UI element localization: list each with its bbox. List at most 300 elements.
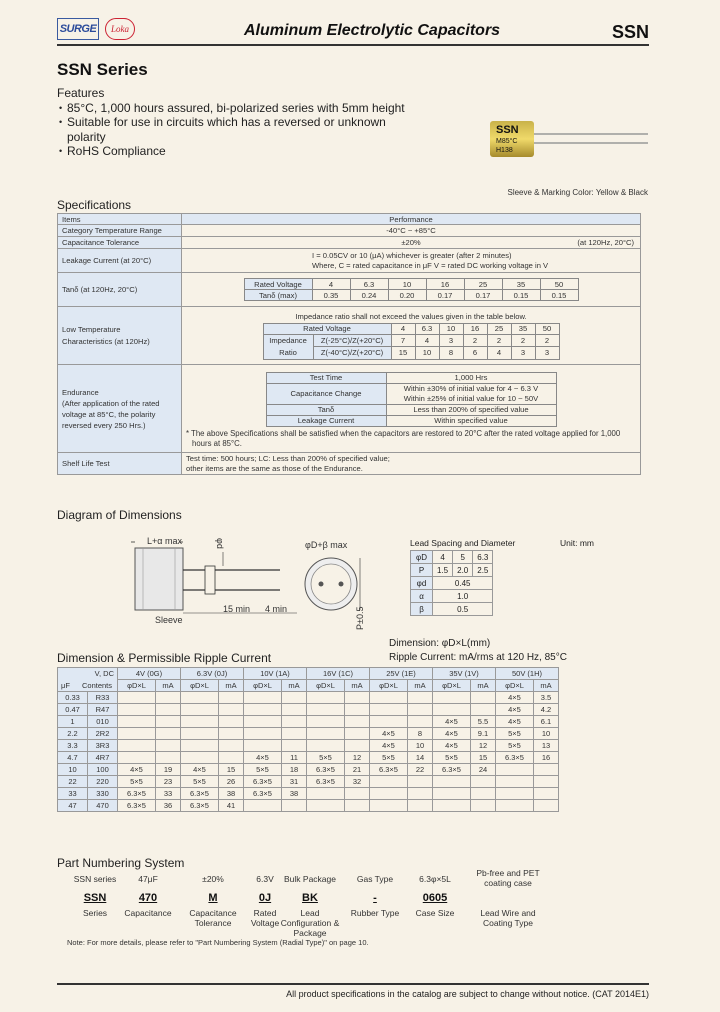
ripple-value-cell: 5×5 [496, 728, 534, 740]
ripple-value-cell: 24 [471, 764, 496, 776]
pn-field-label: Capacitance Tolerance [189, 908, 237, 928]
ripple-value-cell [408, 716, 433, 728]
dimension-diagram [115, 530, 375, 630]
ripple-value-cell [156, 728, 181, 740]
endurance-label-4: reversed every 250 Hrs.) [62, 420, 146, 430]
feature-item: • RoHS Compliance [57, 144, 405, 159]
photo-label-series: SSN [496, 124, 519, 136]
lead-cell: 2.0 [453, 564, 473, 577]
dim-dmax-label: φD+β max [305, 540, 348, 550]
lead-unit: Unit: mm [560, 538, 594, 548]
ripple-value-cell [181, 740, 219, 752]
spec-value-shelf [182, 453, 641, 475]
pns-note: Note: For more details, please refer to "Part Numbering System (Radial Type)" on page 10. [67, 938, 369, 947]
ripple-value-cell [156, 704, 181, 716]
specifications-heading: Specifications [57, 198, 132, 212]
loka-logo: Loka [105, 18, 135, 40]
pn-field-label: Case Size [415, 908, 455, 918]
ripple-row [58, 764, 559, 776]
ripple-row [58, 800, 559, 812]
ripple-value-cell: 6.3×5 [118, 800, 156, 812]
dim-p-label: P±0.5 [355, 606, 365, 630]
tan-row-voltage-label: Rated Voltage [244, 279, 312, 290]
ripple-value-cell: 11 [282, 752, 307, 764]
ripple-code-cell: 4R7 [88, 752, 118, 764]
lowtemp-voltage: 4 [391, 323, 415, 334]
lowtemp-z25-value: 2 [535, 334, 559, 347]
ripple-corner-uf: μF [61, 681, 70, 690]
tan-value: 0.20 [388, 290, 426, 301]
pn-example-value: SSN series [73, 874, 117, 884]
endurance-note-1: * The above Specifications shall be satisfied when the capacitors are restored to 20°C after the rated voltage applied for 1,000 [186, 428, 621, 438]
ripple-row [58, 752, 559, 764]
endurance-table [266, 372, 557, 427]
pn-example-value: Gas Type [356, 874, 394, 884]
leakage-line-2: Where, C = rated capacitance in μF V = rated DC working voltage in V [312, 260, 549, 270]
spec-label-temp: Category Temperature Range [58, 225, 182, 237]
feature-item: • Suitable for use in circuits which has a reversed or unknown [57, 115, 405, 130]
dimensions-heading: Diagram of Dimensions [57, 508, 182, 522]
lead-cell: α [411, 590, 433, 603]
ripple-code-cell: R33 [88, 692, 118, 704]
ripple-note: Ripple Current: mA/rms at 120 Hz, 85°C [389, 652, 567, 663]
ripple-value-cell [118, 704, 156, 716]
surge-logo: SURGE [57, 18, 99, 40]
ripple-value-cell [244, 704, 282, 716]
ripple-value-cell [345, 716, 370, 728]
endurance-test-value: 1,000 Hrs [386, 372, 556, 383]
ripple-cap-cell: 22 [58, 776, 88, 788]
ripple-cap-cell: 10 [58, 764, 88, 776]
dimension-note: Dimension: φD×L(mm) [389, 638, 491, 649]
lowtemp-z25-value: 2 [511, 334, 535, 347]
spec-label-lowtemp [58, 307, 182, 365]
lead-cell: 2.5 [473, 564, 493, 577]
lead-cell: β [411, 603, 433, 616]
dim-4min-label: 4 min [265, 604, 288, 614]
pn-code: 0J [258, 892, 272, 904]
lowtemp-z40-value: 8 [439, 347, 463, 360]
ripple-value-cell [433, 776, 471, 788]
pn-example-value: 6.3φ×5L [419, 874, 451, 884]
ripple-value-cell [118, 740, 156, 752]
tan-voltage: 50 [540, 279, 578, 290]
ripple-value-cell: 22 [408, 764, 433, 776]
ripple-value-cell: 4.2 [534, 704, 559, 716]
ripple-value-cell [181, 704, 219, 716]
spec-label-tolerance: Capacitance Tolerance [58, 237, 182, 249]
ripple-code-cell: 470 [88, 800, 118, 812]
tan-voltage: 16 [426, 279, 464, 290]
ripple-value-cell [181, 752, 219, 764]
ripple-value-cell [534, 764, 559, 776]
ripple-cap-cell: 1 [58, 716, 88, 728]
shelf-line-2: other items are the same as those of the Endurance. [186, 463, 363, 473]
features-list [57, 101, 405, 159]
tan-value: 0.35 [312, 290, 350, 301]
ripple-value-cell: 13 [534, 740, 559, 752]
ripple-value-cell [433, 704, 471, 716]
spec-value-temp: -40°C ~ +85°C [182, 225, 641, 237]
ripple-voltage-header: 25V (1E) [370, 668, 433, 680]
spec-value-tan [182, 273, 641, 307]
ripple-code-cell: 100 [88, 764, 118, 776]
tan-voltage: 35 [502, 279, 540, 290]
ripple-code-cell: 330 [88, 788, 118, 800]
ripple-value-cell [471, 704, 496, 716]
ripple-value-cell [370, 704, 408, 716]
ripple-value-cell: 6.3×5 [181, 800, 219, 812]
spec-label-shelf: Shelf Life Test [58, 453, 182, 475]
ripple-value-cell [219, 752, 244, 764]
tan-table [244, 278, 579, 301]
ripple-value-cell: 21 [345, 764, 370, 776]
tan-value: 0.15 [502, 290, 540, 301]
ripple-value-cell [282, 800, 307, 812]
tan-row-value-label: Tanδ (max) [244, 290, 312, 301]
lowtemp-voltage: 50 [535, 323, 559, 334]
ripple-cap-cell: 47 [58, 800, 88, 812]
ripple-value-cell [181, 716, 219, 728]
ripple-value-cell [408, 788, 433, 800]
lead-cell: 1.5 [433, 564, 453, 577]
ripple-corner [58, 668, 118, 692]
lowtemp-label-2: Characteristics (at 120Hz) [62, 336, 150, 346]
feature-item: • 85°C, 1,000 hours assured, bi-polarized series with 5mm height [57, 101, 405, 116]
ripple-value-cell: 3.5 [534, 692, 559, 704]
lowtemp-z40-value: 3 [511, 347, 535, 360]
lowtemp-z25-value: 3 [439, 334, 463, 347]
ripple-value-cell: 6.1 [534, 716, 559, 728]
ripple-value-cell: 31 [282, 776, 307, 788]
features-heading: Features [57, 86, 105, 100]
ripple-value-cell: 23 [156, 776, 181, 788]
lead-cell: 5 [453, 551, 473, 564]
ripple-sub-ma: mA [156, 680, 181, 692]
ripple-sub-dxl: φD×L [181, 680, 219, 692]
ripple-value-cell [496, 800, 534, 812]
ripple-value-cell [408, 692, 433, 704]
capacitor-photo [490, 119, 648, 159]
ripple-value-cell [370, 800, 408, 812]
endurance-tan-label: Tanδ [266, 404, 386, 415]
ripple-row [58, 704, 559, 716]
ripple-corner-vdc: V, DC [94, 669, 114, 678]
ripple-cap-cell: 0.33 [58, 692, 88, 704]
lowtemp-note: Impedance ratio shall not exceed the values given in the table below. [295, 311, 527, 321]
ripple-value-cell: 6.3×5 [244, 776, 282, 788]
endurance-note [186, 429, 636, 449]
pns-heading: Part Numbering System [57, 856, 185, 870]
lowtemp-z40-value: 10 [415, 347, 439, 360]
ripple-value-cell: 4×5 [433, 716, 471, 728]
ripple-value-cell [219, 692, 244, 704]
lead-spacing-table [410, 550, 493, 616]
pn-code: 0605 [422, 892, 448, 904]
lowtemp-voltage: 10 [439, 323, 463, 334]
series-title: SSN Series [57, 60, 148, 79]
ripple-code-cell: 2R2 [88, 728, 118, 740]
dim-sleeve-label: Sleeve [155, 615, 183, 625]
ripple-value-cell [471, 800, 496, 812]
ripple-value-cell: 4×5 [370, 740, 408, 752]
ripple-cap-cell: 33 [58, 788, 88, 800]
dim-min-label: 15 min [223, 604, 251, 614]
ripple-sub-dxl: φD×L [118, 680, 156, 692]
lowtemp-voltage: 25 [487, 323, 511, 334]
endurance-cap-value-1: Within ±30% of initial value for 4 ~ 6.3 V [403, 383, 539, 393]
endurance-label-2: (After application of the rated [62, 398, 160, 408]
ripple-value-cell: 9.1 [471, 728, 496, 740]
ripple-value-cell [307, 716, 345, 728]
ripple-value-cell: 6.3×5 [244, 788, 282, 800]
ripple-value-cell: 33 [156, 788, 181, 800]
lead-cell: 1.0 [433, 590, 493, 603]
feature-item-continued: polarity [67, 129, 106, 144]
ripple-voltage-header: 6.3V (0J) [181, 668, 244, 680]
ripple-value-cell: 4×5 [496, 716, 534, 728]
ripple-value-cell: 6.3×5 [433, 764, 471, 776]
tan-voltage: 10 [388, 279, 426, 290]
ripple-voltage-header: 4V (0G) [118, 668, 181, 680]
spec-value-tolerance [182, 237, 641, 249]
ripple-row [58, 788, 559, 800]
ripple-voltage-header: 50V (1H) [496, 668, 559, 680]
ripple-value-cell [244, 740, 282, 752]
ripple-sub-dxl: φD×L [433, 680, 471, 692]
tan-value: 0.17 [464, 290, 502, 301]
ripple-value-cell [307, 800, 345, 812]
ripple-value-cell [118, 728, 156, 740]
lowtemp-z40-value: 6 [463, 347, 487, 360]
ripple-row [58, 692, 559, 704]
ripple-value-cell [345, 692, 370, 704]
lowtemp-voltage: 35 [511, 323, 535, 334]
ripple-value-cell [408, 800, 433, 812]
ripple-value-cell [156, 716, 181, 728]
ripple-value-cell: 6.3×5 [307, 764, 345, 776]
ripple-value-cell: 41 [219, 800, 244, 812]
ripple-value-cell [370, 716, 408, 728]
lowtemp-z40-value: 4 [487, 347, 511, 360]
ripple-value-cell [471, 788, 496, 800]
ripple-value-cell [244, 716, 282, 728]
leakage-line-1: I = 0.05CV or 10 (μA) whichever is greater (after 2 minutes) [312, 250, 512, 260]
lowtemp-z25-value: 2 [463, 334, 487, 347]
ripple-value-cell [433, 788, 471, 800]
tolerance-value: ±20% [401, 238, 421, 247]
ripple-value-cell [534, 788, 559, 800]
ripple-value-cell: 12 [471, 740, 496, 752]
ripple-sub-dxl: φD×L [307, 680, 345, 692]
ripple-value-cell [345, 704, 370, 716]
endurance-leak-value: Within specified value [386, 415, 556, 426]
ripple-voltage-header: 10V (1A) [244, 668, 307, 680]
ripple-value-cell: 15 [471, 752, 496, 764]
ripple-value-cell: 8 [408, 728, 433, 740]
spec-col-performance: Performance [182, 214, 641, 225]
ripple-value-cell: 4×5 [244, 752, 282, 764]
ripple-value-cell [496, 764, 534, 776]
dpr-heading: Dimension & Permissible Ripple Current [57, 651, 272, 665]
specifications-table [57, 213, 641, 475]
ripple-corner-codes: Contents [82, 681, 113, 690]
lowtemp-label-1: Low Temperature [62, 324, 121, 334]
ripple-sub-ma: mA [345, 680, 370, 692]
endurance-cap-value-2: Within ±25% of initial value for 10 ~ 50V [403, 393, 539, 403]
pn-example-value: 6.3V [256, 874, 274, 884]
ripple-value-cell: 5×5 [118, 776, 156, 788]
ripple-value-cell: 4×5 [433, 740, 471, 752]
ripple-value-cell [307, 728, 345, 740]
lowtemp-ratio-label: Ratio [279, 347, 297, 357]
lowtemp-z25-label: Z(-25°C)/Z(+20°C) [313, 334, 391, 347]
lead-cell: φd [411, 577, 433, 590]
ripple-value-cell [156, 692, 181, 704]
ripple-value-cell [219, 716, 244, 728]
ripple-value-cell: 15 [219, 764, 244, 776]
ripple-value-cell [219, 704, 244, 716]
ripple-value-cell: 38 [219, 788, 244, 800]
ripple-value-cell: 4×5 [496, 704, 534, 716]
ripple-cap-cell: 2.2 [58, 728, 88, 740]
lead-cell: 0.5 [433, 603, 493, 616]
lowtemp-rated-label: Rated Voltage [263, 323, 391, 334]
ripple-value-cell [118, 692, 156, 704]
lead-spacing-heading: Lead Spacing and Diameter [410, 538, 516, 548]
ripple-value-cell: 16 [534, 752, 559, 764]
lowtemp-z40-label: Z(-40°C)/Z(+20°C) [313, 347, 391, 360]
ripple-value-cell [244, 692, 282, 704]
page-footer: All product specifications in the catalog are subject to change without notice. (CAT 2014E1) [57, 983, 649, 999]
ripple-value-cell: 5×5 [496, 740, 534, 752]
tan-value: 0.24 [350, 290, 388, 301]
ripple-value-cell: 18 [282, 764, 307, 776]
pn-field-label: Lead Configuration & Package [280, 908, 340, 938]
endurance-cap-label: Capacitance Change [266, 383, 386, 404]
ripple-row [58, 776, 559, 788]
ripple-row [58, 716, 559, 728]
ripple-value-cell [282, 716, 307, 728]
ripple-value-cell: 6.3×5 [181, 788, 219, 800]
endurance-test-label: Test Time [266, 372, 386, 383]
lowtemp-impedance-label: Impedance [269, 335, 307, 345]
ripple-voltage-header: 35V (1V) [433, 668, 496, 680]
ripple-value-cell [534, 776, 559, 788]
ripple-value-cell [471, 692, 496, 704]
lowtemp-voltage: 16 [463, 323, 487, 334]
features-section [57, 86, 405, 159]
ripple-value-cell: 6.3×5 [307, 776, 345, 788]
pn-field-label: Lead Wire and Coating Type [480, 908, 536, 928]
pn-code: - [373, 892, 377, 904]
spec-label-endurance [58, 365, 182, 453]
ripple-subheader [58, 680, 559, 692]
pn-code: BK [302, 892, 318, 904]
ripple-value-cell: 4×5 [370, 728, 408, 740]
ripple-value-cell [307, 704, 345, 716]
ripple-sub-ma: mA [408, 680, 433, 692]
lowtemp-z25-value: 2 [487, 334, 511, 347]
ripple-value-cell: 6.3×5 [370, 764, 408, 776]
ripple-value-cell: 6.3×5 [118, 788, 156, 800]
ripple-value-cell [219, 728, 244, 740]
ripple-value-cell [307, 788, 345, 800]
spec-label-leakage: Leakage Current (at 20°C) [58, 249, 182, 273]
endurance-leak-label: Leakage Current [266, 415, 386, 426]
ripple-value-cell [496, 788, 534, 800]
ripple-value-cell [345, 728, 370, 740]
ripple-code-cell: R47 [88, 704, 118, 716]
ripple-sub-ma: mA [282, 680, 307, 692]
ripple-voltage-header: 16V (1C) [307, 668, 370, 680]
ripple-value-cell: 10 [534, 728, 559, 740]
ripple-value-cell [282, 728, 307, 740]
ripple-value-cell [370, 788, 408, 800]
ripple-cap-cell: 4.7 [58, 752, 88, 764]
dim-l-label: L+α max [147, 536, 182, 546]
ripple-value-cell [433, 692, 471, 704]
ripple-value-cell: 10 [408, 740, 433, 752]
ripple-cap-cell: 3.3 [58, 740, 88, 752]
pn-example-value: Bulk Package [284, 874, 336, 884]
tan-value: 0.17 [426, 290, 464, 301]
pn-code: M [208, 892, 218, 904]
pn-code: 470 [138, 892, 158, 904]
ripple-code-cell: 220 [88, 776, 118, 788]
lowtemp-impedance-cell [263, 334, 313, 359]
ripple-value-cell [156, 752, 181, 764]
endurance-label-1: Endurance [62, 387, 99, 397]
endurance-label-3: voltage at 85°C, the polarity [62, 409, 156, 419]
dim-d-label: φd [215, 538, 225, 549]
ripple-value-cell: 4×5 [433, 728, 471, 740]
ripple-value-cell: 32 [345, 776, 370, 788]
ripple-value-cell: 6.3×5 [496, 752, 534, 764]
ripple-value-cell: 36 [156, 800, 181, 812]
lead-cell: P [411, 564, 433, 577]
ripple-sub-ma: mA [534, 680, 559, 692]
ripple-value-cell [408, 776, 433, 788]
ripple-value-cell [433, 800, 471, 812]
ripple-value-cell [345, 788, 370, 800]
pn-example-value: 47μF [138, 874, 158, 884]
ripple-table [57, 667, 559, 812]
ripple-value-cell: 5×5 [181, 776, 219, 788]
lowtemp-z25-value: 7 [391, 334, 415, 347]
ripple-value-cell [282, 704, 307, 716]
ripple-value-cell: 5×5 [433, 752, 471, 764]
ripple-value-cell [118, 752, 156, 764]
pn-example-value: Pb-free and PET coating case [476, 868, 540, 888]
ripple-sub-ma: mA [219, 680, 244, 692]
ripple-value-cell: 5.5 [471, 716, 496, 728]
pn-code: SSN [83, 892, 107, 904]
lowtemp-z40-value: 3 [535, 347, 559, 360]
lead-cell: φD [411, 551, 433, 564]
ripple-value-cell [181, 692, 219, 704]
spec-value-endurance [182, 365, 641, 453]
ripple-value-cell: 4×5 [181, 764, 219, 776]
spec-col-items: Items [58, 214, 182, 225]
endurance-tan-value: Less than 200% of specified value [386, 404, 556, 415]
ripple-value-cell [471, 776, 496, 788]
tolerance-note: (at 120Hz, 20°C) [577, 238, 634, 247]
photo-label-temp: M85°C [496, 138, 518, 145]
ripple-value-cell [118, 716, 156, 728]
ripple-value-cell [244, 728, 282, 740]
ripple-sub-dxl: φD×L [496, 680, 534, 692]
